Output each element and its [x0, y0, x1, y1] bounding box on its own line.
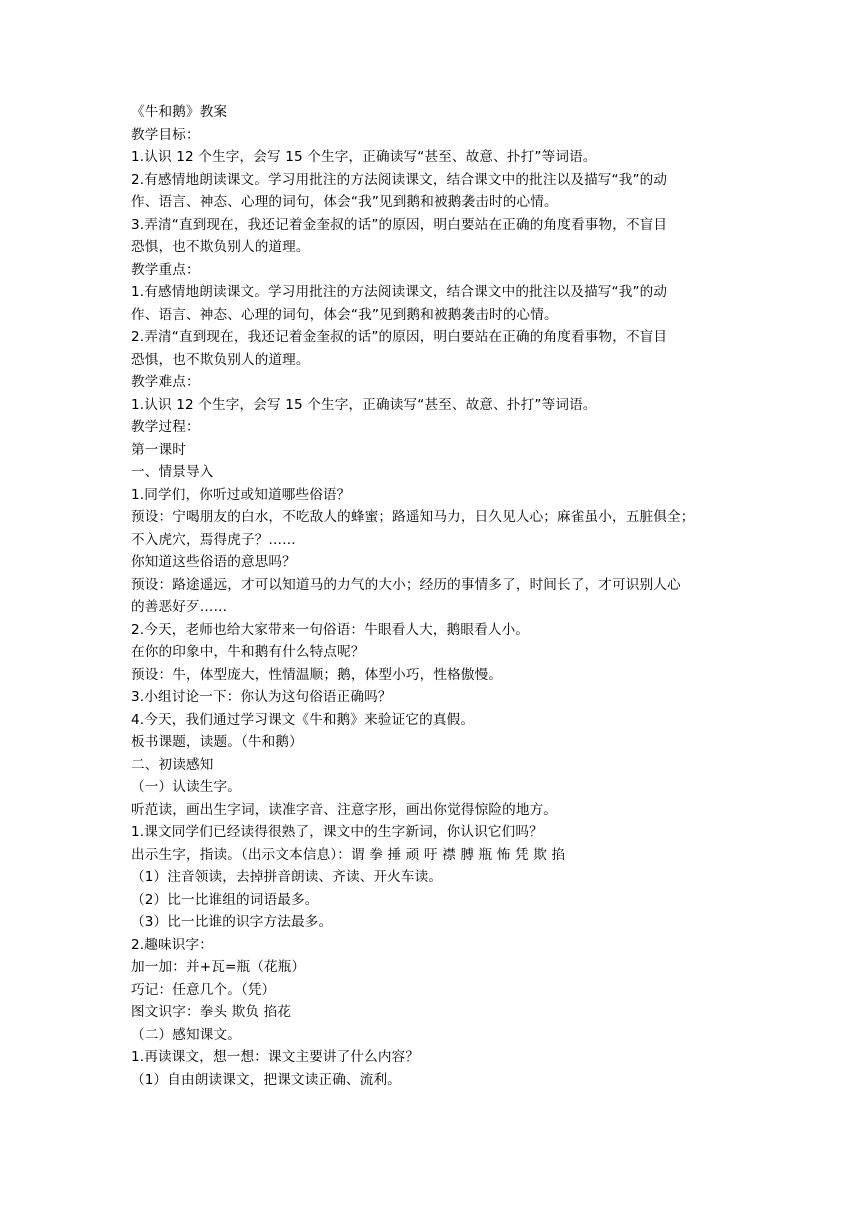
- text-line: 预设：牛，体型庞大，性情温顺；鹅，体型小巧，性格傲慢。: [131, 666, 503, 683]
- text-line: 图文识字：拳头 欺负 掐花: [131, 1004, 292, 1020]
- text-line: 第一课时: [131, 441, 186, 458]
- text-line: 恐惧，也不欺负别人的道理。: [131, 351, 310, 368]
- text-line: 加一加：并+瓦=瓶（花瓶）: [131, 959, 306, 975]
- text-line: 1.认识 12 个生字，会写 15 个生字，正确读写“甚至、故意、扑打”等词语。: [131, 396, 597, 413]
- text-line: 2.今天，老师也给大家带来一句俗语：牛眼看人大，鹅眼看人小。: [131, 621, 530, 638]
- text-line: 预设：宁喝朋友的白水，不吃敌人的蜂蜜；路遥知马力，日久见人心；麻雀虽小，五脏俱全；: [131, 509, 695, 525]
- document-title: 《牛和鹅》教案: [131, 104, 228, 120]
- text-line: 2.有感情地朗读课文。学习用批注的方法阅读课文，结合课文中的批注以及描写“我”的动: [131, 171, 668, 188]
- text-line: 二、初读感知: [131, 756, 214, 773]
- text-line: （1）自由朗读课文，把课文读正确、流利。: [131, 1071, 401, 1088]
- text-line: 教学重点：: [131, 261, 200, 278]
- text-line: 不入虎穴，焉得虎子？……: [131, 531, 296, 548]
- text-line: 教学目标：: [131, 126, 200, 143]
- text-line: 1.有感情地朗读课文。学习用批注的方法阅读课文，结合课文中的批注以及描写“我”的动: [131, 284, 668, 300]
- text-line: （1）注音领读，去掉拼音朗读、齐读、开火车读。: [131, 869, 443, 885]
- text-line: 板书课题，读题。（牛和鹅）: [131, 734, 303, 750]
- text-line: 的善恶好歹……: [131, 599, 228, 615]
- text-line: 一、情景导入: [131, 464, 214, 480]
- text-line: （二）感知课文。: [131, 1026, 241, 1043]
- text-line: 1.同学们，你听过或知道哪些俗语？: [131, 486, 351, 503]
- text-line: 2.趣味识字：: [131, 936, 213, 953]
- text-line: 出示生字，指读。（出示文本信息）：谓 拳 捶 顽 吁 襟 膊 瓶 怖 凭 欺 掐: [131, 846, 566, 863]
- text-line: （3）比一比谁的识字方法最多。: [131, 914, 333, 930]
- text-line: 预设：路途遥远，才可以知道马的力气的大小；经历的事情多了，时间长了，才可识别人心: [131, 576, 681, 593]
- text-line: 你知道这些俗语的意思吗？: [131, 554, 296, 570]
- text-line: 教学难点：: [131, 374, 200, 390]
- text-line: 3.小组讨论一下：你认为这句俗语正确吗？: [131, 689, 392, 705]
- text-line: （一）认读生字。: [131, 779, 241, 795]
- text-line: 听范读，画出生字词，读准字音、注意字形，画出你觉得惊险的地方。: [131, 801, 558, 818]
- lesson-plan-body: [131, 101, 731, 1091]
- text-line: 4.今天，我们通过学习课文《牛和鹅》来验证它的真假。: [131, 711, 475, 728]
- text-line: 作、语言、神态、心理的词句，体会“我”见到鹅和被鹅袭击时的心情。: [131, 194, 558, 210]
- text-line: 恐惧，也不欺负别人的道理。: [131, 239, 310, 255]
- text-line: 1.认识 12 个生字，会写 15 个生字，正确读写“甚至、故意、扑打”等词语。: [131, 149, 597, 165]
- text-line: 3.弄清“直到现在，我还记着金奎叔的话”的原因，明白要站在正确的角度看事物，不盲目: [131, 216, 668, 233]
- text-line: 巧记：任意几个。（凭）: [131, 981, 276, 998]
- text-line: 教学过程：: [131, 419, 200, 435]
- text-line: 1.课文同学们已经读得很熟了，课文中的生字新词，你认识它们吗？: [131, 824, 543, 840]
- text-line: 作、语言、神态、心理的词句，体会“我”见到鹅和被鹅袭击时的心情。: [131, 306, 558, 323]
- text-line: 2.弄清“直到现在，我还记着金奎叔的话”的原因，明白要站在正确的角度看事物，不盲目: [131, 329, 668, 345]
- text-line: （2）比一比谁组的词语最多。: [131, 891, 319, 908]
- text-line: 1.再读课文，想一想：课文主要讲了什么内容？: [131, 1049, 420, 1065]
- text-line: 在你的印象中，牛和鹅有什么特点呢？: [131, 644, 365, 660]
